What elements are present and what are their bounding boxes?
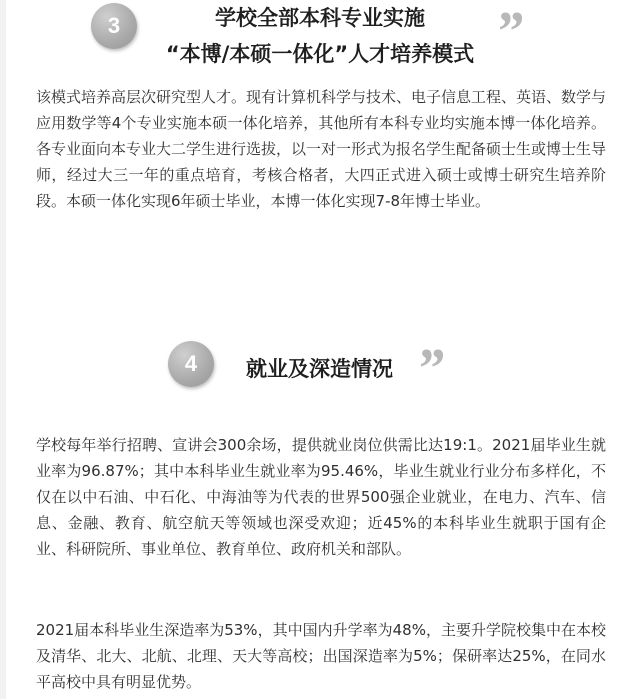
section-4-paragraph-2: 2021届本科毕业生深造率为53%，其中国内升学率为48%，主要升学院校集中在本校及清华、北大、北航、北理、天大等高校；出国深造率为5%；保研率达25%，在同水平高校中具有明显优势。 xyxy=(36,621,606,691)
section-3-title-line2: “本博/本硕一体化”人才培养模式 xyxy=(165,42,475,66)
quote-mark-icon: ” xyxy=(495,1,519,63)
section-3-paragraph: 该模式培养高层次研究型人才。现有计算机科学与技术、电子信息工程、英语、数学与应用数学等4个专业实施本硕一体化培养，其他所有本科专业均实施本博一体化培养。各专业面向本专业大二学生进行选拔，以一对一形式为报名学生配备硕士生或博士生导师，经过大三一年的重点培育，考核合格者，大四正式进入硕士或博士研究生培养阶段。本硕一体化实现6年硕士毕业，本博一体化实现7-8年博士毕业。 xyxy=(36,88,607,210)
section-3-number-badge xyxy=(91,3,137,49)
section-4-title: 就业及深造情况 xyxy=(246,357,393,381)
section-3-title-line1: 学校全部本科专业实施 xyxy=(215,6,425,30)
left-edge-decoration xyxy=(0,0,6,699)
section-4-number: 4 xyxy=(184,351,198,376)
quote-mark-icon: ” xyxy=(416,338,440,400)
section-4-paragraph-1: 学校每年举行招聘、宣讲会300余场，提供就业岗位供需比达19:1。2021届毕业生就业率为96.87%；其中本科毕业生就业率为95.46%，毕业生就业行业分布多样化，不仅在以中石油、中石化、中海油等为代表的世界500强企业就业，在电力、汽车、信息、金融、教育、航空航天等领域也深受欢迎；近45%的本科毕业生就职于国有企业、科研院所、事业单位、教育单位、政府机关和部队。 xyxy=(36,436,606,558)
section-3-title xyxy=(150,3,490,69)
section-3-number: 3 xyxy=(107,13,121,38)
section-4-number-badge xyxy=(168,341,214,387)
